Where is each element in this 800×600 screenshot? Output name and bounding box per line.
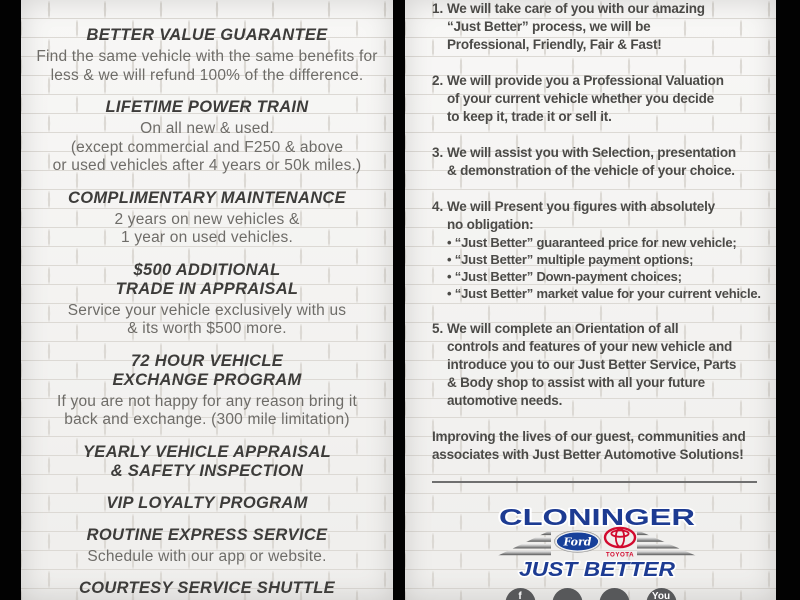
closing-line: Improving the lives of our guest, communities and bbox=[432, 429, 746, 444]
social-glyph: You bbox=[651, 591, 671, 600]
benefit-detail-line: back and exchange. (300 mile limitation) bbox=[64, 411, 350, 428]
divider-line bbox=[432, 481, 757, 483]
pledge-line: “Just Better” process, we will be bbox=[447, 19, 651, 34]
pledge-number: 3. bbox=[432, 145, 444, 160]
pledge-item bbox=[432, 198, 762, 302]
benefit-detail bbox=[21, 393, 393, 430]
pledge-line: & Body shop to assist with all your future bbox=[447, 375, 705, 390]
pledge-lines bbox=[447, 144, 762, 180]
benefit-heading bbox=[21, 494, 393, 513]
benefit-section bbox=[21, 526, 393, 567]
benefit-section bbox=[21, 261, 393, 339]
ford-logo-icon bbox=[555, 531, 601, 553]
benefit-detail-line: & its worth $500 more. bbox=[127, 320, 287, 337]
benefit-heading-line: BETTER VALUE GUARANTEE bbox=[86, 26, 328, 44]
pledge-bullets bbox=[447, 234, 762, 302]
facebook-icon[interactable] bbox=[505, 588, 535, 600]
benefit-heading bbox=[21, 26, 393, 45]
benefit-heading-line: EXCHANGE PROGRAM bbox=[112, 370, 302, 389]
benefit-heading-line: LIFETIME POWER TRAIN bbox=[105, 98, 309, 116]
benefit-heading-line: TRADE IN APPRAISAL bbox=[115, 279, 299, 298]
pledge-panel bbox=[405, 0, 776, 600]
pledge-number: 5. bbox=[432, 321, 444, 336]
benefits-panel bbox=[21, 0, 393, 600]
pledge-line: We will assist you with Selection, presentation bbox=[447, 145, 736, 160]
benefits-list bbox=[21, 26, 393, 598]
social-glyph: f bbox=[518, 591, 522, 600]
pledge-number: 2. bbox=[432, 73, 444, 88]
pledge-item bbox=[432, 72, 762, 126]
pledge-bullet: • “Just Better” multiple payment options; bbox=[447, 252, 694, 267]
svg-text:Ford: Ford bbox=[563, 535, 592, 549]
benefit-heading-line: 72 HOUR VEHICLE bbox=[130, 351, 284, 370]
benefit-detail-line: Service your vehicle exclusively with us bbox=[67, 301, 347, 319]
benefit-heading bbox=[21, 443, 393, 481]
pledge-number: 4. bbox=[432, 199, 444, 214]
pledge-lines bbox=[447, 320, 762, 410]
closing-line: associates with Just Better Automotive Solutions! bbox=[432, 447, 744, 462]
benefit-section bbox=[21, 443, 393, 481]
pledge-list bbox=[432, 0, 762, 410]
benefit-detail bbox=[21, 211, 393, 248]
benefit-detail-line: 2 years on new vehicles & bbox=[114, 210, 300, 228]
pledge-line: controls and features of your new vehicle and bbox=[447, 339, 733, 354]
social-icons bbox=[505, 588, 676, 600]
pledge-line: no obligation: bbox=[447, 217, 534, 232]
benefit-detail-line: On all new & used. bbox=[140, 120, 274, 137]
dealership-logo bbox=[432, 500, 762, 580]
benefit-detail-line: Find the same vehicle with the same benefits for bbox=[36, 48, 378, 65]
twitter-icon[interactable] bbox=[552, 588, 582, 600]
benefit-heading bbox=[21, 98, 393, 117]
benefit-detail bbox=[21, 302, 393, 339]
benefit-heading-line: VIP LOYALTY PROGRAM bbox=[106, 493, 308, 512]
benefit-section bbox=[21, 98, 393, 176]
benefit-heading bbox=[21, 579, 393, 598]
pledge-line: We will Present you figures with absolutely bbox=[447, 199, 715, 214]
benefit-heading-line: ROUTINE EXPRESS SERVICE bbox=[86, 525, 328, 544]
benefit-detail bbox=[21, 48, 393, 85]
benefit-heading bbox=[21, 526, 393, 545]
benefit-section bbox=[21, 26, 393, 85]
pledge-item bbox=[432, 320, 762, 410]
pledge-number: 1. bbox=[432, 1, 444, 16]
pledge-bullet: • “Just Better” guaranteed price for new vehicle; bbox=[447, 235, 737, 250]
pledge-item bbox=[432, 144, 762, 180]
pledge-line: & demonstration of the vehicle of your choice. bbox=[447, 163, 735, 178]
benefit-heading-line: COMPLIMENTARY MAINTENANCE bbox=[68, 188, 346, 207]
benefit-heading bbox=[21, 352, 393, 390]
benefit-heading-line: COURTESY SERVICE SHUTTLE bbox=[79, 579, 335, 597]
just-better-wordmark: JUST BETTER bbox=[519, 559, 676, 580]
benefit-section bbox=[21, 579, 393, 598]
benefit-detail bbox=[21, 548, 393, 567]
benefit-section bbox=[21, 352, 393, 430]
pledge-line: We will take care of you with our amazing bbox=[447, 1, 705, 16]
pledge-bullet: • “Just Better” Down-payment choices; bbox=[447, 269, 682, 284]
cloninger-wordmark: CLONINGER bbox=[499, 504, 696, 530]
pledge-line: automotive needs. bbox=[447, 393, 563, 408]
cloninger-logo-graphic bbox=[487, 500, 707, 580]
benefit-section bbox=[21, 494, 393, 513]
pledge-line: of your current vehicle whether you decide bbox=[447, 91, 714, 106]
youtube-icon[interactable] bbox=[646, 588, 676, 600]
benefit-detail-line: Schedule with our app or website. bbox=[87, 547, 327, 565]
benefit-detail-line: less & we will refund 100% of the difference. bbox=[50, 66, 364, 84]
benefit-detail bbox=[21, 120, 393, 176]
benefit-heading bbox=[21, 261, 393, 299]
benefit-detail-line: If you are not happy for any reason bring it bbox=[56, 392, 358, 410]
pledge-line: We will complete an Orientation of all bbox=[447, 321, 679, 336]
chrome-wing-left bbox=[493, 531, 553, 556]
toyota-label: TOYOTA bbox=[605, 551, 635, 559]
pledge-lines bbox=[447, 198, 762, 234]
benefit-detail-line: 1 year on used vehicles. bbox=[121, 229, 293, 246]
benefit-heading-line: $500 ADDITIONAL bbox=[133, 260, 281, 279]
benefit-heading bbox=[21, 189, 393, 208]
pledge-line: introduce you to our Just Better Service, Parts bbox=[447, 357, 737, 372]
pledge-lines bbox=[447, 72, 762, 126]
pledge-item bbox=[432, 0, 762, 54]
benefit-heading-line: & SAFETY INSPECTION bbox=[110, 461, 304, 480]
chrome-wing-right bbox=[635, 531, 701, 556]
benefit-detail-line: or used vehicles after 4 years or 50k miles.) bbox=[52, 157, 362, 174]
benefit-detail-line: (except commercial and F250 & above bbox=[70, 138, 344, 156]
instagram-icon[interactable] bbox=[599, 588, 629, 600]
toyota-logo-icon bbox=[605, 528, 635, 547]
pledge-line: Professional, Friendly, Fair & Fast! bbox=[447, 37, 662, 52]
pledge-line: to keep it, trade it or sell it. bbox=[447, 109, 612, 124]
pledge-bullet: • “Just Better” market value for your current vehicle. bbox=[447, 286, 761, 301]
closing-statement bbox=[432, 428, 762, 464]
pledge-line: We will provide you a Professional Valuation bbox=[447, 73, 724, 88]
pledge-lines bbox=[447, 0, 762, 54]
benefit-heading-line: YEARLY VEHICLE APPRAISAL bbox=[82, 442, 331, 461]
benefit-section bbox=[21, 189, 393, 248]
